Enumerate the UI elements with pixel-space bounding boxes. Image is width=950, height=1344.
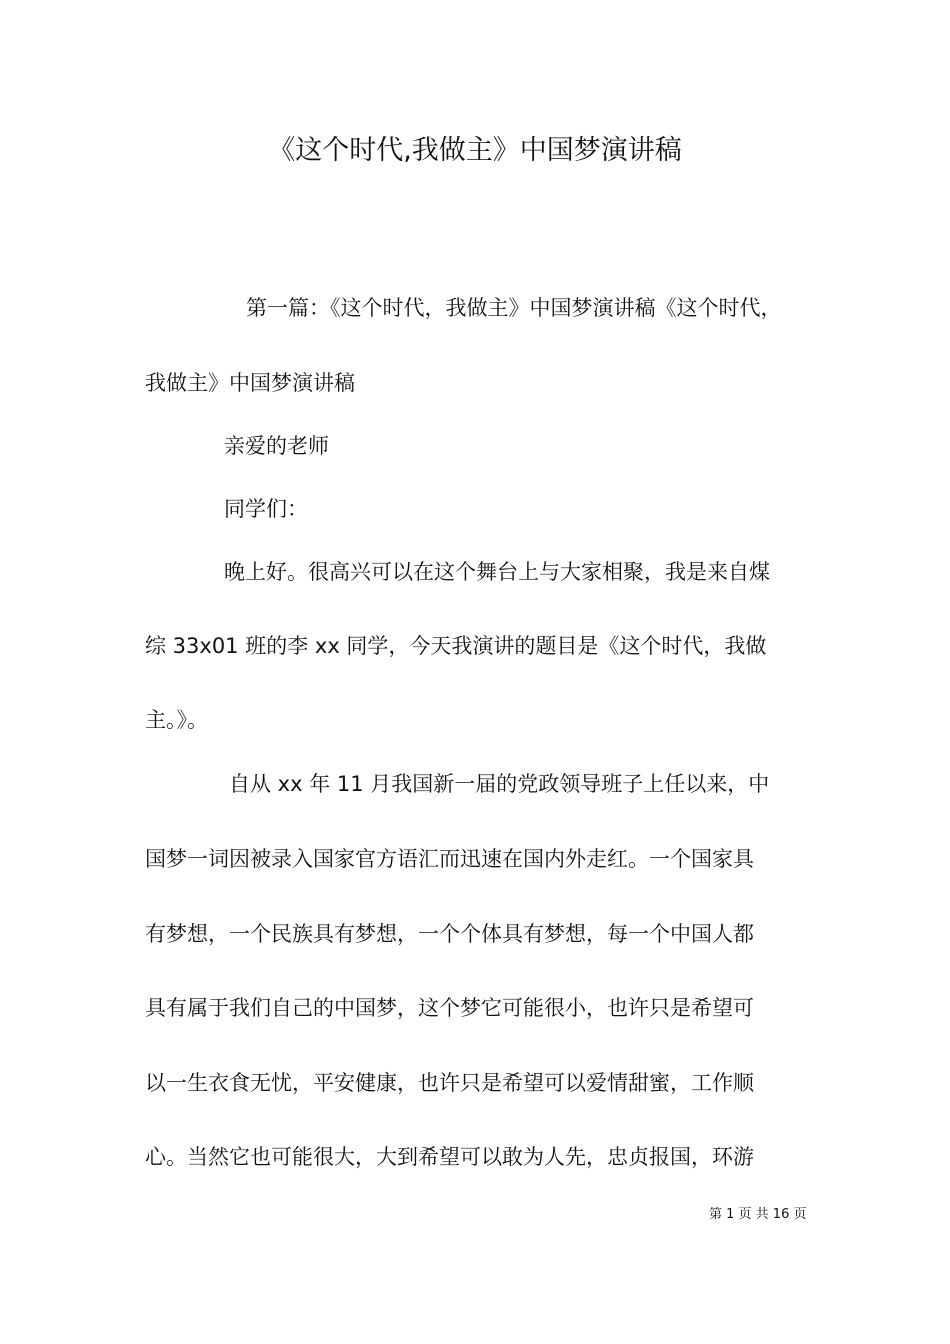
paragraph-line: 有梦想，一个民族具有梦想，一个个体具有梦想，每一个中国人都 xyxy=(145,922,754,946)
paragraph-line: 晚上好。很高兴可以在这个舞台上与大家相聚，我是来自煤 xyxy=(224,560,770,584)
paragraph-line: 以一生衣食无忧，平安健康，也许只是希望可以爱情甜蜜，工作顺 xyxy=(145,1071,754,1095)
paragraph-line: 心。当然它也可能很大，大到希望可以敢为人先，忠贞报国，环游 xyxy=(145,1145,754,1169)
document-title: 《这个时代,我做主》中国梦演讲稿 xyxy=(268,135,682,166)
paragraph-line: 综 33x01 班的李 xx 同学，今天我演讲的题目是《这个时代，我做 xyxy=(145,634,767,658)
paragraph-line: 主。》。 xyxy=(145,708,208,732)
paragraph-line: 自从 xx 年 11 月我国新一届的党政领导班子上任以来，中 xyxy=(229,772,770,796)
paragraph-line: 第一篇：《这个时代，我做主》中国梦演讲稿《这个时代， xyxy=(246,296,782,320)
page-number-footer: 第 1 页 共 16 页 xyxy=(709,1207,807,1222)
paragraph-line: 我做主》中国梦演讲稿 xyxy=(145,371,355,395)
salutation-line: 同学们： xyxy=(224,497,308,521)
salutation-line: 亲爱的老师 xyxy=(224,434,329,458)
paragraph-line: 具有属于我们自己的中国梦，这个梦它可能很小，也许只是希望可 xyxy=(145,996,754,1020)
paragraph-line: 国梦一词因被录入国家官方语汇而迅速在国内外走红。一个国家具 xyxy=(145,847,754,871)
